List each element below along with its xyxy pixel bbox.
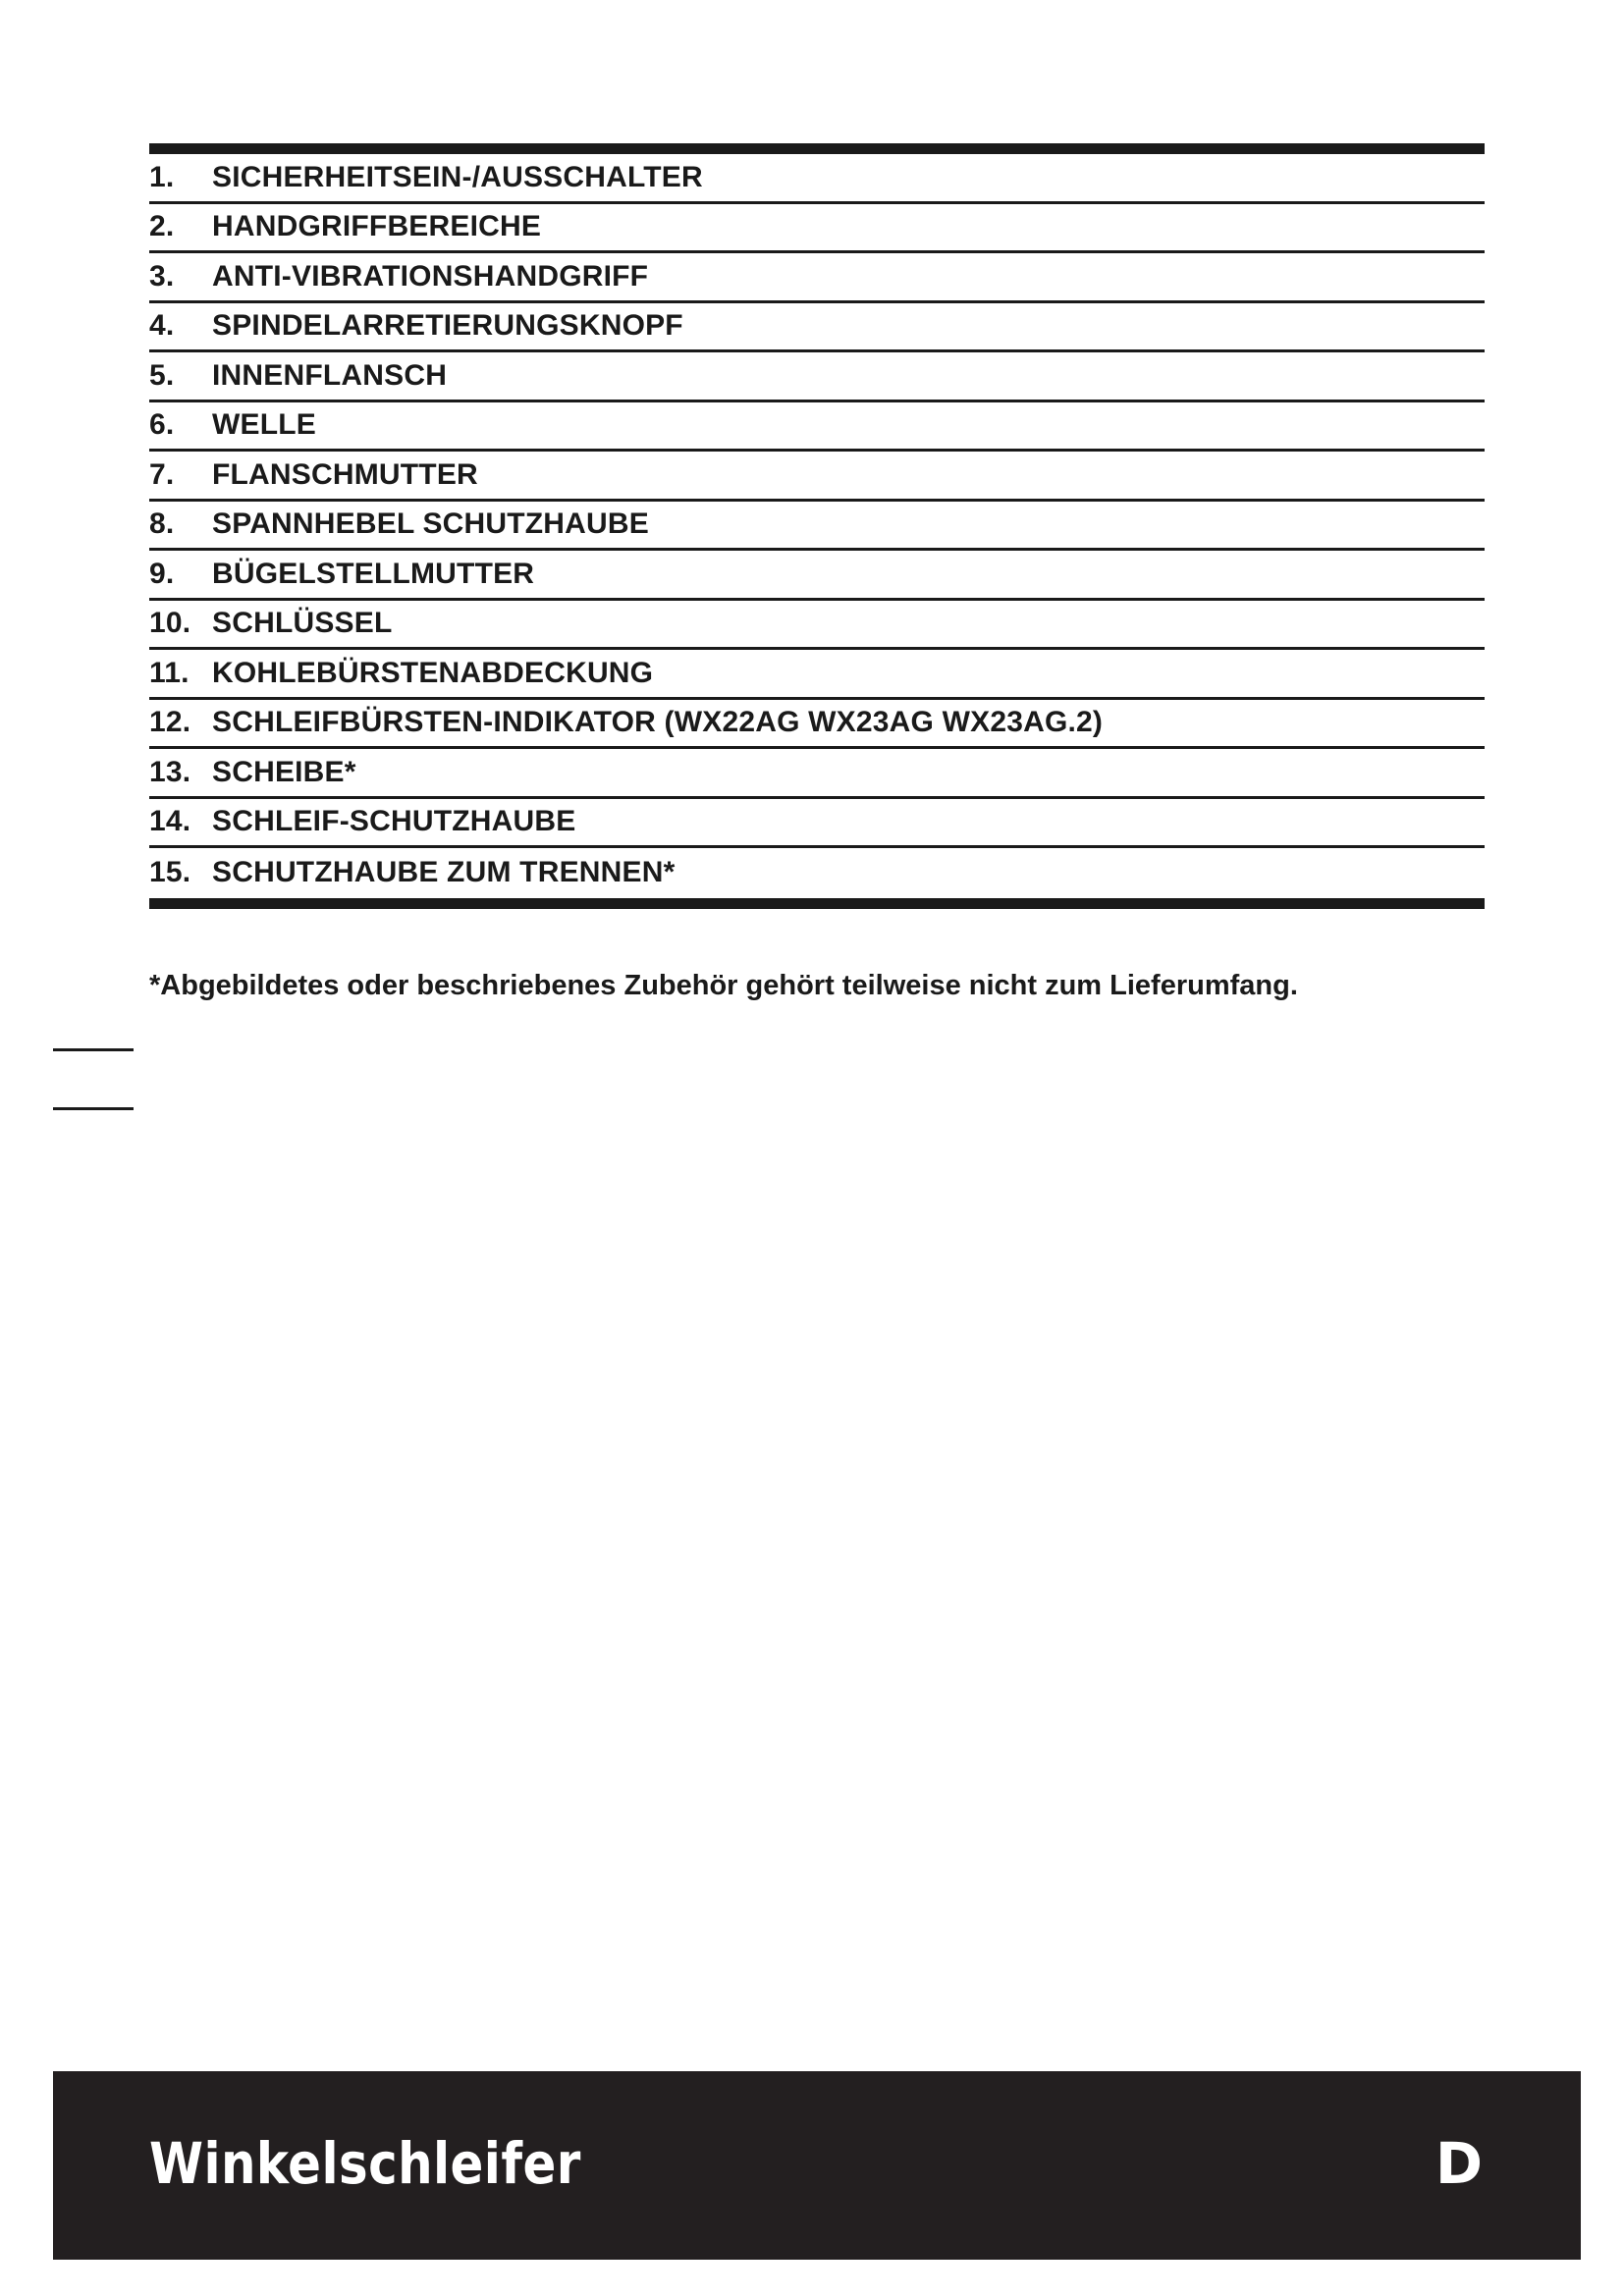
part-label: WELLE bbox=[212, 408, 316, 442]
part-number: 4. bbox=[149, 309, 175, 343]
part-row-3 bbox=[149, 253, 1485, 303]
part-number: 5. bbox=[149, 358, 175, 392]
product-title: Winkelschleifer bbox=[149, 2130, 581, 2197]
margin-rule bbox=[53, 1107, 134, 1110]
part-row-14 bbox=[149, 799, 1485, 849]
part-label: BÜGELSTELLMUTTER bbox=[212, 557, 535, 590]
part-number: 9. bbox=[149, 557, 175, 590]
part-number: 7. bbox=[149, 457, 175, 491]
part-row-1 bbox=[149, 154, 1485, 204]
part-row-5 bbox=[149, 352, 1485, 402]
part-label: SPINDELARRETIERUNGSKNOPF bbox=[212, 309, 683, 343]
part-number: 6. bbox=[149, 408, 175, 442]
part-row-7 bbox=[149, 452, 1485, 502]
accessory-footnote: *Abgebildetes oder beschriebenes Zubehör gehört teilweise nicht zum Lieferumfang. bbox=[149, 970, 1298, 1001]
part-label: SCHLÜSSEL bbox=[212, 607, 393, 640]
part-label: SPANNHEBEL SCHUTZHAUBE bbox=[212, 507, 649, 541]
part-number: 3. bbox=[149, 259, 175, 293]
part-label: ANTI-VIBRATIONSHANDGRIFF bbox=[212, 259, 649, 293]
part-row-10 bbox=[149, 601, 1485, 651]
part-row-8 bbox=[149, 502, 1485, 552]
part-row-6 bbox=[149, 402, 1485, 453]
part-number: 15. bbox=[149, 856, 191, 889]
part-number: 8. bbox=[149, 507, 175, 541]
language-code: D bbox=[1435, 2130, 1483, 2197]
part-number: 2. bbox=[149, 210, 175, 243]
part-row-9 bbox=[149, 551, 1485, 601]
part-row-4 bbox=[149, 303, 1485, 353]
part-row-12 bbox=[149, 700, 1485, 750]
part-label: SCHEIBE* bbox=[212, 755, 356, 788]
part-number: 11. bbox=[149, 656, 189, 689]
part-label: SICHERHEITSEIN-/AUSSCHALTER bbox=[212, 160, 703, 193]
part-label: SCHUTZHAUBE ZUM TRENNEN* bbox=[212, 856, 676, 889]
part-label: SCHLEIFBÜRSTEN-INDIKATOR (WX22AG WX23AG WX23AG.2) bbox=[212, 706, 1104, 739]
margin-rule bbox=[53, 1048, 134, 1051]
part-row-13 bbox=[149, 749, 1485, 799]
part-row-15 bbox=[149, 848, 1485, 898]
part-row-11 bbox=[149, 650, 1485, 700]
part-label: KOHLEBÜRSTENABDECKUNG bbox=[212, 656, 654, 689]
part-label: HANDGRIFFBEREICHE bbox=[212, 210, 542, 243]
part-number: 12. bbox=[149, 706, 191, 739]
part-number: 14. bbox=[149, 805, 191, 838]
part-row-2 bbox=[149, 204, 1485, 254]
part-number: 13. bbox=[149, 755, 191, 788]
part-label: SCHLEIF-SCHUTZHAUBE bbox=[212, 805, 576, 838]
footer-band bbox=[53, 2071, 1581, 2260]
part-label: FLANSCHMUTTER bbox=[212, 457, 478, 491]
parts-list bbox=[149, 143, 1485, 909]
part-number: 10. bbox=[149, 607, 191, 640]
part-number: 1. bbox=[149, 160, 175, 193]
part-label: INNENFLANSCH bbox=[212, 358, 448, 392]
